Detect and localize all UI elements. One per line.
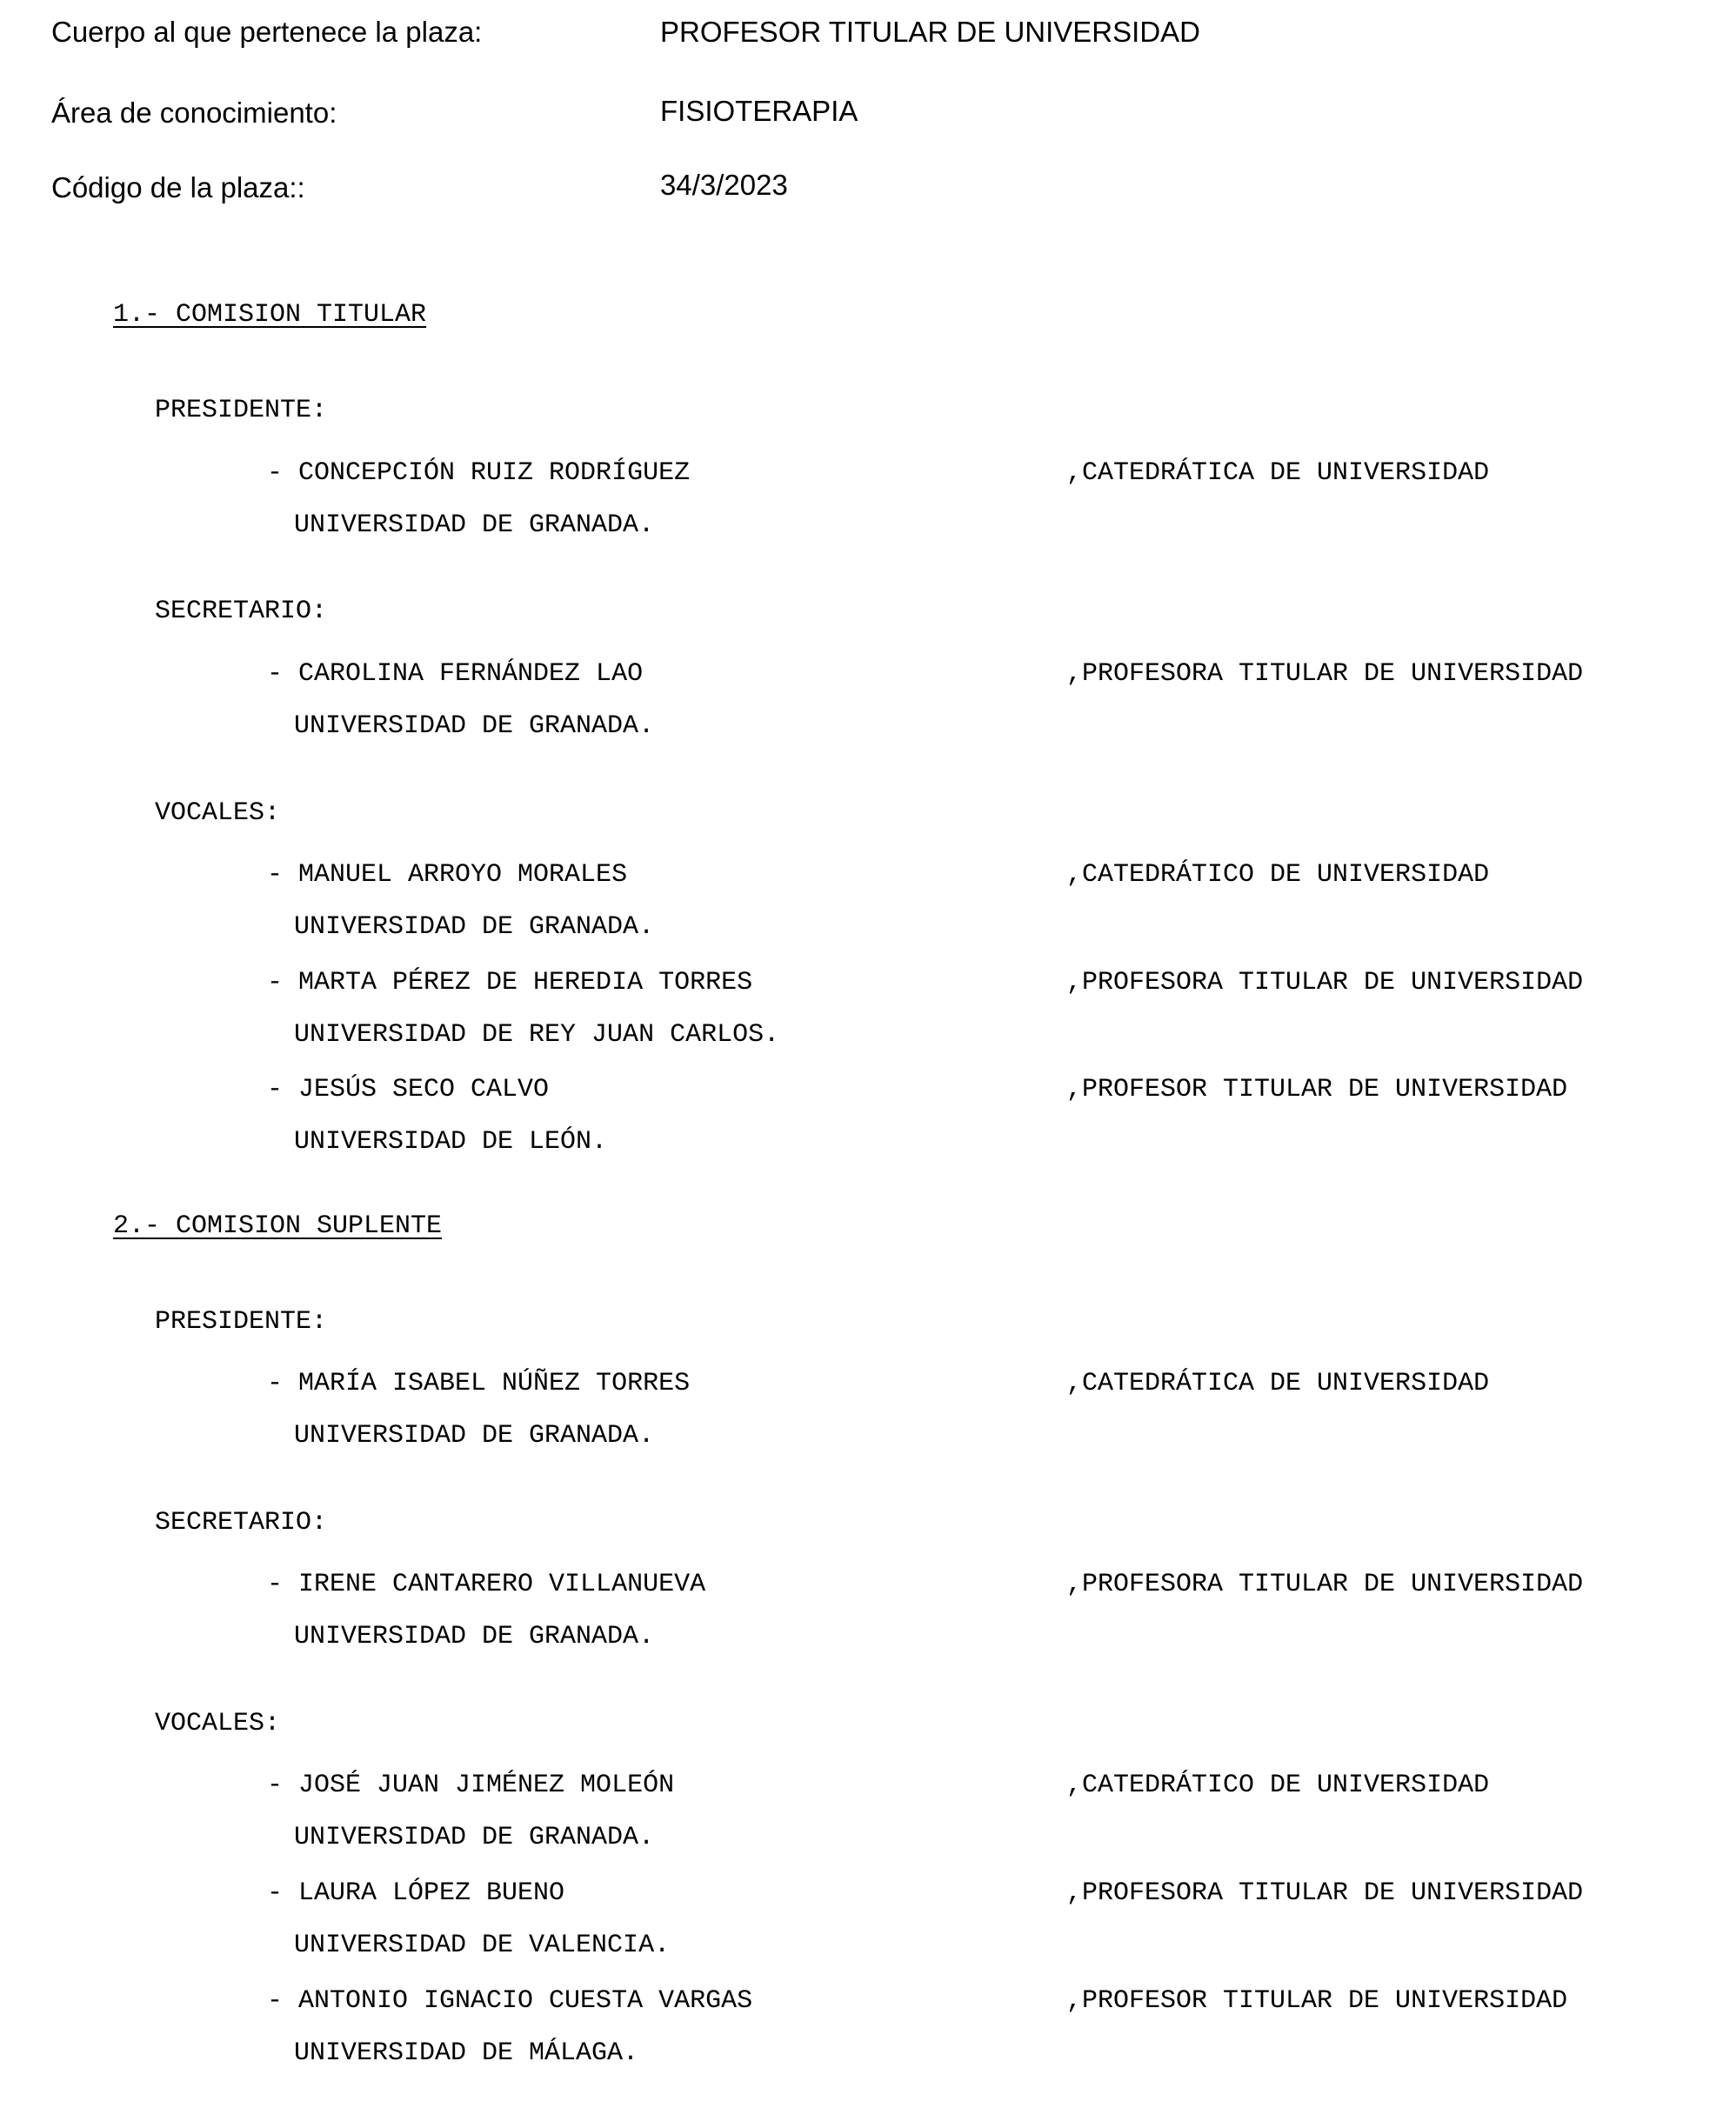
member-name: - IRENE CANTARERO VILLANUEVA: [267, 1570, 706, 1599]
member-name: - MANUEL ARROYO MORALES: [267, 860, 628, 890]
field-label-area: Área de conocimiento:: [51, 97, 337, 129]
member-university: UNIVERSIDAD DE REY JUAN CARLOS.: [294, 1020, 780, 1050]
member-title: ,PROFESORA TITULAR DE UNIVERSIDAD: [1066, 1570, 1584, 1599]
member-name: - JOSÉ JUAN JIMÉNEZ MOLEÓN: [267, 1771, 675, 1800]
section-title-suplente: 2.- COMISION SUPLENTE: [113, 1211, 443, 1241]
member-university: UNIVERSIDAD DE GRANADA.: [294, 1421, 655, 1451]
member-name: - CAROLINA FERNÁNDEZ LAO: [267, 659, 644, 689]
member-title: ,PROFESORA TITULAR DE UNIVERSIDAD: [1066, 1878, 1584, 1908]
member-university: UNIVERSIDAD DE GRANADA.: [294, 912, 655, 942]
member-university: UNIVERSIDAD DE GRANADA.: [294, 711, 655, 741]
field-value-codigo: 34/3/2023: [660, 169, 788, 201]
member-university: UNIVERSIDAD DE VALENCIA.: [294, 1931, 671, 1960]
member-name: - CONCEPCIÓN RUIZ RODRÍGUEZ: [267, 458, 691, 488]
member-title: ,PROFESORA TITULAR DE UNIVERSIDAD: [1066, 968, 1584, 997]
role-label-presidente: PRESIDENTE:: [155, 396, 328, 425]
member-title: ,CATEDRÁTICO DE UNIVERSIDAD: [1066, 1771, 1490, 1800]
member-university: UNIVERSIDAD DE GRANADA.: [294, 1622, 655, 1651]
field-value-area: FISIOTERAPIA: [660, 95, 858, 127]
section-title-titular: 1.- COMISION TITULAR: [113, 300, 427, 330]
member-name: - MARÍA ISABEL NÚÑEZ TORRES: [267, 1369, 691, 1398]
role-label-secretario: SECRETARIO:: [155, 1508, 328, 1538]
member-title: ,CATEDRÁTICA DE UNIVERSIDAD: [1066, 458, 1490, 488]
role-label-presidente: PRESIDENTE:: [155, 1307, 328, 1337]
member-title: ,CATEDRÁTICA DE UNIVERSIDAD: [1066, 1369, 1490, 1398]
role-label-vocales: VOCALES:: [155, 1709, 281, 1738]
member-name: - MARTA PÉREZ DE HEREDIA TORRES: [267, 968, 753, 997]
field-value-cuerpo: PROFESOR TITULAR DE UNIVERSIDAD: [660, 16, 1200, 48]
field-label-codigo: Código de la plaza::: [51, 171, 305, 203]
member-title: ,CATEDRÁTICO DE UNIVERSIDAD: [1066, 860, 1490, 890]
role-label-secretario: SECRETARIO:: [155, 597, 328, 626]
member-university: UNIVERSIDAD DE GRANADA.: [294, 1823, 655, 1852]
member-university: UNIVERSIDAD DE LEÓN.: [294, 1127, 608, 1157]
member-name: - JESÚS SECO CALVO: [267, 1075, 550, 1104]
role-label-vocales: VOCALES:: [155, 798, 281, 828]
member-title: ,PROFESOR TITULAR DE UNIVERSIDAD: [1066, 1986, 1568, 2016]
member-title: ,PROFESOR TITULAR DE UNIVERSIDAD: [1066, 1075, 1568, 1104]
field-label-cuerpo: Cuerpo al que pertenece la plaza:: [51, 16, 483, 48]
member-name: - LAURA LÓPEZ BUENO: [267, 1878, 565, 1908]
member-university: UNIVERSIDAD DE GRANADA.: [294, 510, 655, 540]
member-university: UNIVERSIDAD DE MÁLAGA.: [294, 2038, 639, 2068]
member-title: ,PROFESORA TITULAR DE UNIVERSIDAD: [1066, 659, 1584, 689]
member-name: - ANTONIO IGNACIO CUESTA VARGAS: [267, 1986, 753, 2016]
